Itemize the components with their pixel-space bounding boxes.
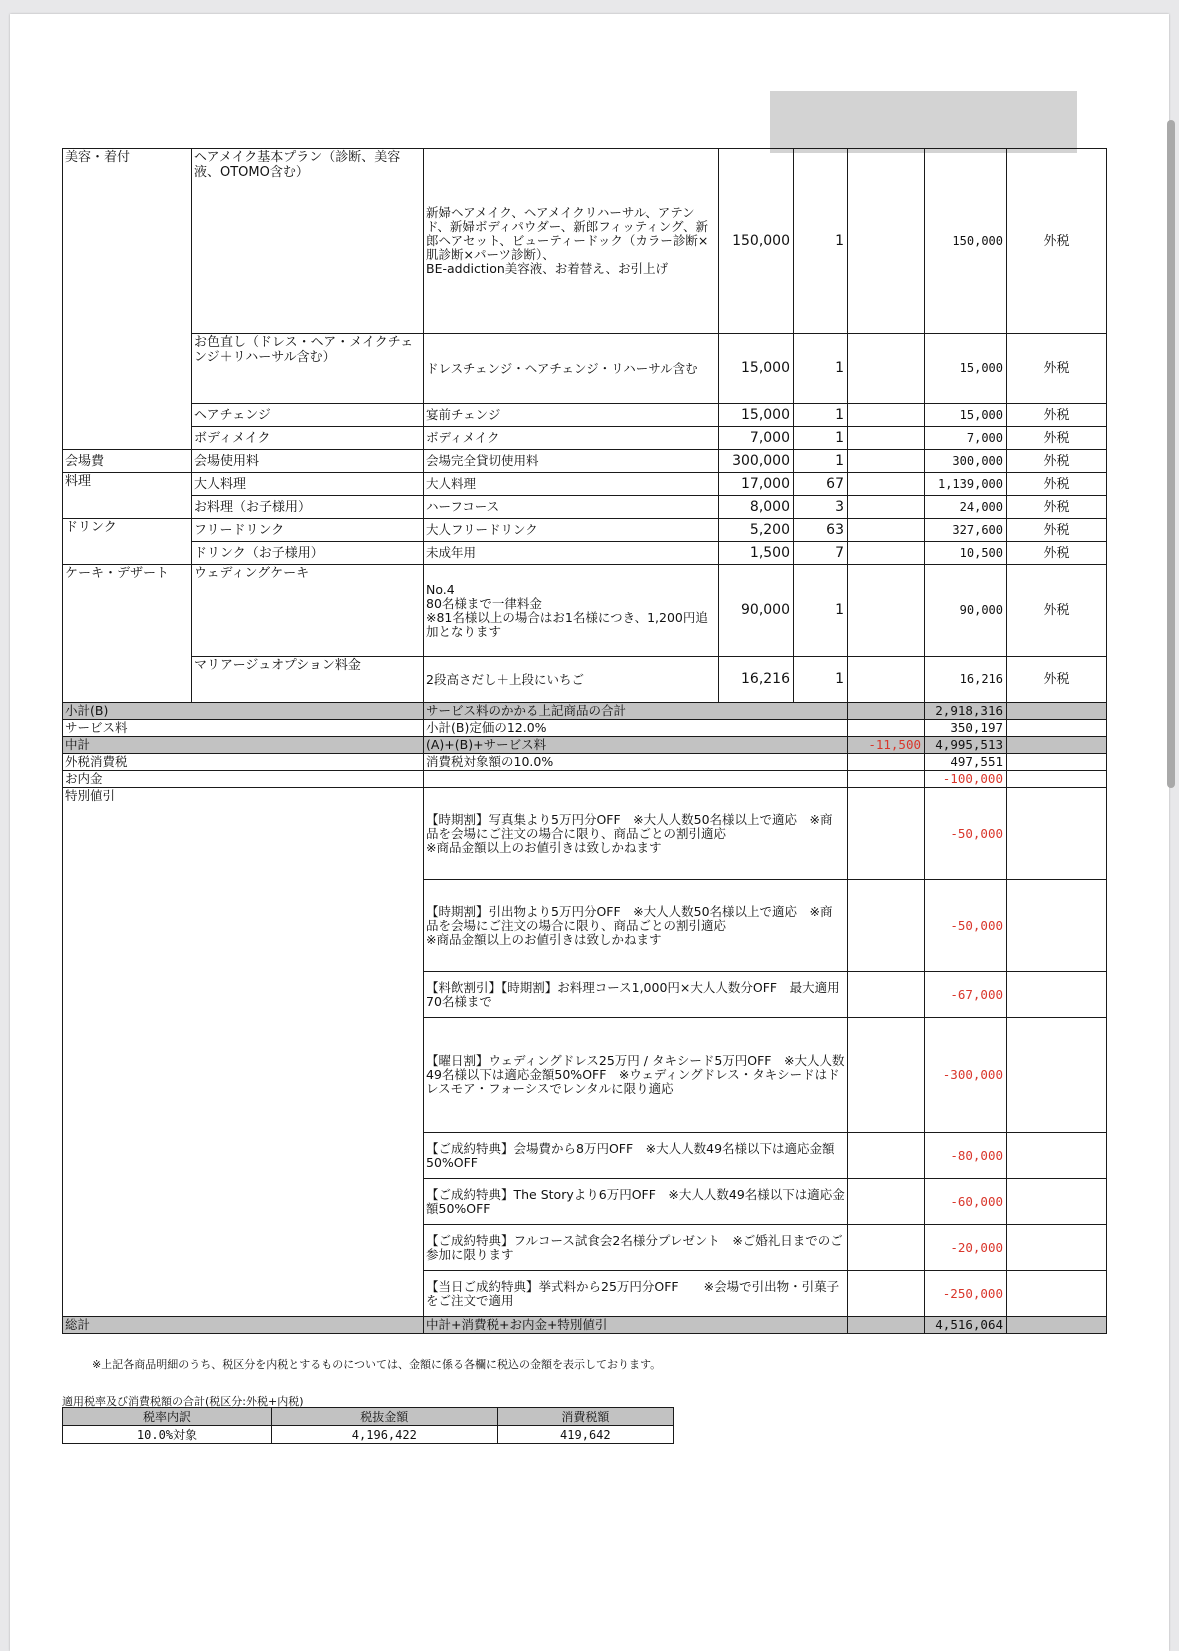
category-cell: ケーキ・デザート: [63, 565, 192, 703]
quantity: 67: [794, 473, 848, 496]
line-total: 327,600: [925, 519, 1007, 542]
tax-rate: 10.0%対象: [63, 1426, 272, 1444]
discount-desc: 【ご成約特典】会場費から8万円OFF ※大人人数49名様以下は適応金額50%OFF: [424, 1133, 848, 1179]
item-name: ボディメイク: [192, 427, 424, 450]
item-desc: 大人フリードリンク: [424, 519, 719, 542]
tax-type: 外税: [1007, 542, 1107, 565]
midtotal-amount: 4,995,513: [925, 737, 1007, 754]
category-cell: 美容・着付: [63, 149, 192, 450]
line-total: 15,000: [925, 334, 1007, 404]
discount-desc: 【料飲割引】【時期割】お料理コース1,000円×大人人数分OFF 最大適用70名様まで: [424, 972, 848, 1018]
quantity: 1: [794, 565, 848, 657]
discount-desc: 【時期割】写真集より5万円分OFF ※大人人数50名様以上で適応 ※商品を会場にご注文の場合に限り、商品ごとの割引適応 ※商品金額以上のお値引きは致しかねます: [424, 788, 848, 880]
unit-price: 17,000: [719, 473, 794, 496]
discount-desc: 【当日ご成約特典】挙式料から25万円分OFF ※会場で引出物・引菓子をご注文で適用: [424, 1271, 848, 1317]
item-desc: 宴前チェンジ: [424, 404, 719, 427]
item-name: マリアージュオプション料金: [192, 657, 424, 703]
quantity: 1: [794, 149, 848, 334]
discount-desc: 【時期割】引出物より5万円分OFF ※大人人数50名様以上で適応 ※商品を会場にご注文の場合に限り、商品ごとの割引適応 ※商品金額以上のお値引きは致しかねます: [424, 880, 848, 972]
item-desc: ドレスチェンジ・ヘアチェンジ・リハーサル含む: [424, 334, 719, 404]
unit-price: 5,200: [719, 519, 794, 542]
unit-price: 1,500: [719, 542, 794, 565]
midtotal-desc: (A)+(B)+サービス料: [424, 737, 848, 754]
midtotal-discount: -11,500: [848, 737, 925, 754]
service-desc: 小計(B)定価の12.0%: [424, 720, 848, 737]
discount-cell: [848, 427, 925, 450]
tax-amount: 497,551: [925, 754, 1007, 771]
tax-type: 外税: [1007, 404, 1107, 427]
tax-type: 外税: [1007, 473, 1107, 496]
discount-cell: [848, 519, 925, 542]
unit-price: 15,000: [719, 334, 794, 404]
discount-amount: -60,000: [925, 1179, 1007, 1225]
unit-price: 150,000: [719, 149, 794, 334]
quantity: 3: [794, 496, 848, 519]
subtotal-desc: サービス料のかかる上記商品の合計: [424, 703, 848, 720]
item-desc: ハーフコース: [424, 496, 719, 519]
service-label: サービス料: [63, 720, 424, 737]
subtotal-label: 小計(B): [63, 703, 424, 720]
discount-amount: -20,000: [925, 1225, 1007, 1271]
tax-type: 外税: [1007, 565, 1107, 657]
table-row: [63, 657, 1107, 703]
estimate-table: [62, 148, 1107, 1334]
tax-row: [63, 754, 1107, 771]
line-total: 300,000: [925, 450, 1007, 473]
tax-type: 外税: [1007, 657, 1107, 703]
discount-desc: 【ご成約特典】The Storyより6万円OFF ※大人人数49名様以下は適応金額50%OFF: [424, 1179, 848, 1225]
table-row: [63, 334, 1107, 404]
category-cell: ドリンク: [63, 519, 192, 565]
discount-cell: [848, 450, 925, 473]
item-desc: 2段高さだし＋上段にいちご: [424, 657, 719, 703]
service-amount: 350,197: [925, 720, 1007, 737]
grand-total-row: [63, 1317, 1107, 1334]
line-total: 15,000: [925, 404, 1007, 427]
line-total: 16,216: [925, 657, 1007, 703]
net-amount: 4,196,422: [271, 1426, 497, 1444]
tax-type: 外税: [1007, 496, 1107, 519]
line-total: 10,500: [925, 542, 1007, 565]
discount-cell: [848, 149, 925, 334]
deposit-amount: -100,000: [925, 771, 1007, 788]
line-total: 1,139,000: [925, 473, 1007, 496]
discount-cell: [848, 473, 925, 496]
unit-price: 16,216: [719, 657, 794, 703]
quantity: 63: [794, 519, 848, 542]
table-row: [63, 519, 1107, 542]
tax-amount-total: 419,642: [497, 1426, 673, 1444]
item-name: 大人料理: [192, 473, 424, 496]
service-row: [63, 720, 1107, 737]
quantity: 7: [794, 542, 848, 565]
discount-desc: 【曜日割】ウェディングドレス25万円 / タキシード5万円OFF ※大人人数49名様以下は適応金額50%OFF ※ウェディングドレス・タキシードはドレスモア・フォーシスでレンタルに限り適応: [424, 1018, 848, 1133]
discount-amount: -300,000: [925, 1018, 1007, 1133]
subtotal-amount: 2,918,316: [925, 703, 1007, 720]
table-row: [63, 427, 1107, 450]
discount-cell: [848, 657, 925, 703]
table-row: [63, 473, 1107, 496]
discount-row: [63, 788, 1107, 880]
discount-amount: -80,000: [925, 1133, 1007, 1179]
table-row: [63, 404, 1107, 427]
item-name: 会場使用料: [192, 450, 424, 473]
item-desc: 大人料理: [424, 473, 719, 496]
discount-cell: [848, 565, 925, 657]
item-desc: ボディメイク: [424, 427, 719, 450]
discount-amount: -50,000: [925, 880, 1007, 972]
tax-desc: 消費税対象額の10.0%: [424, 754, 848, 771]
category-cell: 料理: [63, 473, 192, 519]
redacted-block: [770, 91, 1077, 153]
item-desc: 新婦ヘアメイク、ヘアメイクリハーサル、アテンド、新婦ボディパウダー、新郎フィッティング、新郎ヘアセット、ビューティードック（カラー診断×肌診断×パーツ診断）、 BE-addiction美容液、お着替え、お引上げ: [424, 149, 719, 334]
unit-price: 7,000: [719, 427, 794, 450]
line-total: 24,000: [925, 496, 1007, 519]
item-name: ウェディングケーキ: [192, 565, 424, 657]
tax-type: 外税: [1007, 519, 1107, 542]
unit-price: 90,000: [719, 565, 794, 657]
header-rate: 税率内訳: [63, 1408, 272, 1426]
category-cell: 会場費: [63, 450, 192, 473]
quantity: 1: [794, 427, 848, 450]
discount-amount: -67,000: [925, 972, 1007, 1018]
discount-label: 特別値引: [63, 788, 424, 1317]
item-name: ドリンク（お子様用）: [192, 542, 424, 565]
table-row: [63, 496, 1107, 519]
quantity: 1: [794, 657, 848, 703]
discount-amount: -250,000: [925, 1271, 1007, 1317]
line-total: 150,000: [925, 149, 1007, 334]
grand-total-label: 総計: [63, 1317, 424, 1334]
unit-price: 15,000: [719, 404, 794, 427]
unit-price: 300,000: [719, 450, 794, 473]
discount-cell: [848, 542, 925, 565]
header-net: 税抜金額: [271, 1408, 497, 1426]
table-row: [63, 450, 1107, 473]
tax-type: 外税: [1007, 427, 1107, 450]
line-total: 7,000: [925, 427, 1007, 450]
table-row: [63, 565, 1107, 657]
deposit-row: [63, 771, 1107, 788]
item-desc: 未成年用: [424, 542, 719, 565]
item-name: ヘアメイク基本プラン（診断、美容液、OTOMO含む）: [192, 149, 424, 334]
item-name: フリードリンク: [192, 519, 424, 542]
header-tax: 消費税額: [497, 1408, 673, 1426]
tax-type: 外税: [1007, 450, 1107, 473]
scrollbar[interactable]: [1167, 120, 1175, 788]
discount-amount: -50,000: [925, 788, 1007, 880]
midtotal-row: [63, 737, 1107, 754]
grand-total-amount: 4,516,064: [925, 1317, 1007, 1334]
tax-note: ※上記各商品明細のうち、税区分を内税とするものについては、金額に係る各欄に税込の金額を表示しております。: [92, 1358, 662, 1371]
item-desc: 会場完全貸切使用料: [424, 450, 719, 473]
unit-price: 8,000: [719, 496, 794, 519]
tax-summary-row: [63, 1426, 674, 1444]
table-row: [63, 542, 1107, 565]
quantity: 1: [794, 334, 848, 404]
table-row: [63, 149, 1107, 334]
subtotal-row: [63, 703, 1107, 720]
tax-summary-header: [63, 1408, 674, 1426]
tax-label: 外税消費税: [63, 754, 424, 771]
line-total: 90,000: [925, 565, 1007, 657]
deposit-label: お内金: [63, 771, 424, 788]
midtotal-label: 中計: [63, 737, 424, 754]
item-name: ヘアチェンジ: [192, 404, 424, 427]
quantity: 1: [794, 404, 848, 427]
tax-type: 外税: [1007, 149, 1107, 334]
item-name: お料理（お子様用）: [192, 496, 424, 519]
tax-summary-caption: 適用税率及び消費税額の合計(税区分:外税+内税): [62, 1395, 304, 1408]
tax-type: 外税: [1007, 334, 1107, 404]
discount-cell: [848, 404, 925, 427]
item-name: お色直し（ドレス・ヘア・メイクチェンジ＋リハーサル含む）: [192, 334, 424, 404]
discount-desc: 【ご成約特典】フルコース試食会2名様分プレゼント ※ご婚礼日までのご参加に限ります: [424, 1225, 848, 1271]
discount-cell: [848, 496, 925, 519]
grand-total-desc: 中計+消費税+お内金+特別値引: [424, 1317, 848, 1334]
tax-summary-table: [62, 1407, 674, 1444]
discount-cell: [848, 334, 925, 404]
quantity: 1: [794, 450, 848, 473]
item-desc: No.4 80名様まで一律料金 ※81名様以上の場合はお1名様につき、1,200円追加となります: [424, 565, 719, 657]
